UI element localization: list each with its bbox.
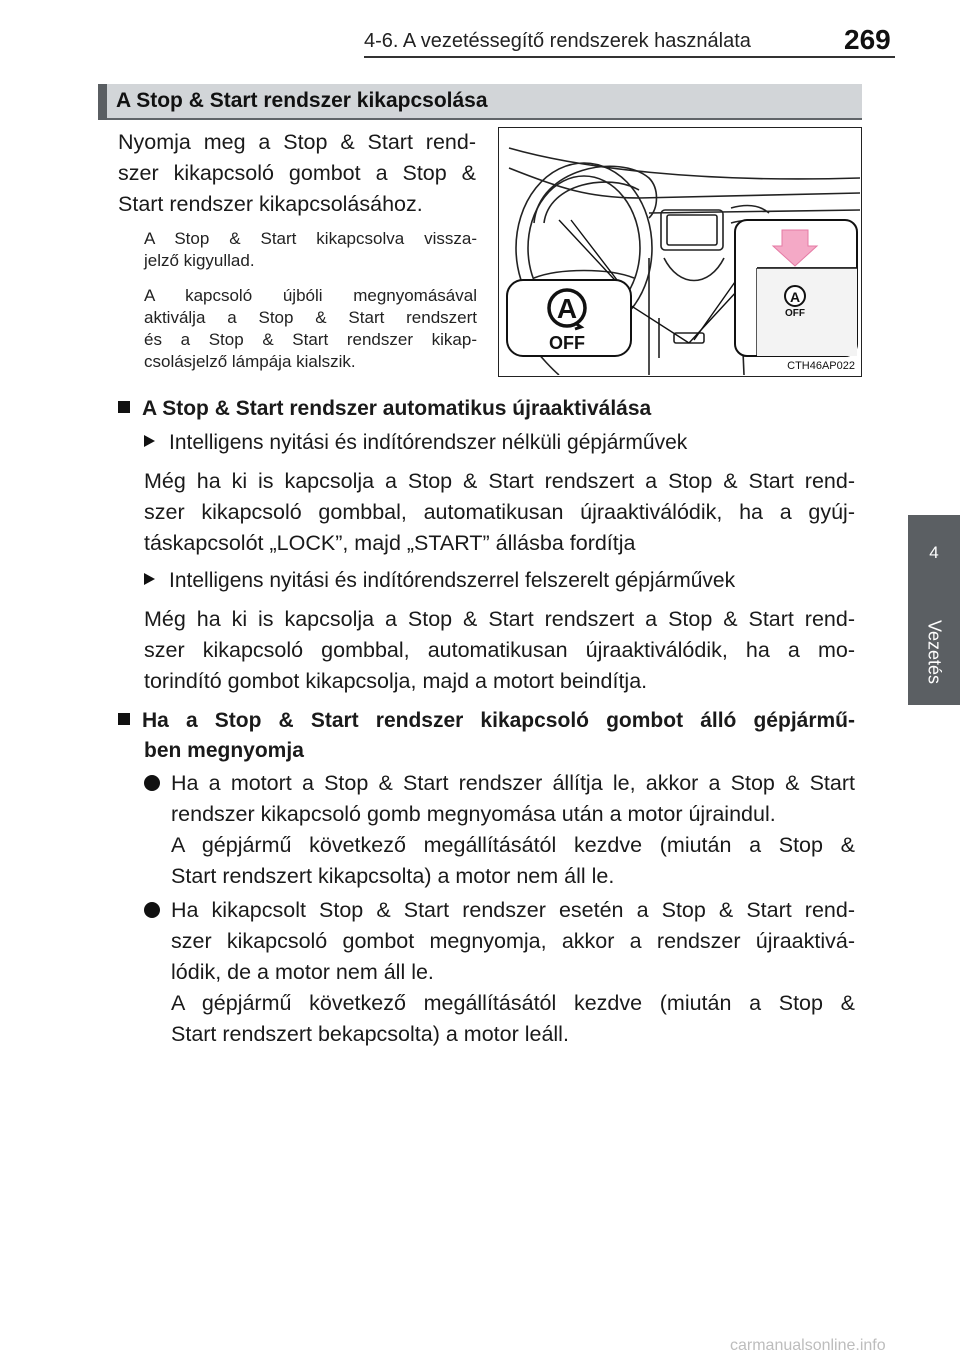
reactivation-heading: [118, 394, 858, 424]
bullet-system-off: [144, 895, 855, 1050]
para-line: szer kikapcsoló gombbal, automatikusan újraaktiválódik, ha a mo-: [144, 638, 855, 662]
square-bullet-icon: [118, 401, 130, 413]
round-bullet-icon: [144, 775, 160, 791]
chapter-side-label: [912, 612, 956, 692]
button-detail-callout: [735, 220, 857, 356]
para-line: táskapcsolót „LOCK”, majd „START” állásba fordítja: [144, 531, 636, 555]
note-line: A Stop & Start kikapcsolva vissza-: [144, 229, 477, 248]
watermark: carmanualsonline.info: [730, 1337, 886, 1354]
note-line: A kapcsoló újbóli megnyomásával: [144, 286, 477, 305]
small-button-letter: A: [789, 289, 801, 305]
subheading-text: Intelligens nyitási és indítórendszer nélküli gépjárművek: [169, 431, 688, 454]
intro-line: Nyomja meg a Stop & Start rend-: [118, 130, 476, 154]
subheading-text: Intelligens nyitási és indítórendszerrel felszerelt gépjárművek: [169, 569, 736, 592]
chapter-label-text: Vezetés: [924, 619, 945, 685]
intro-line: Start rendszer kikapcsolásához.: [118, 192, 423, 216]
chapter-title: 4-6. A vezetéssegítő rendszerek használata: [364, 30, 751, 52]
small-button-label: OFF: [785, 308, 805, 319]
chapter-number: 4: [929, 543, 939, 562]
square-bullet-icon: [118, 713, 130, 725]
section-title-bar: [98, 84, 862, 120]
note-line: és a Stop & Start rendszer kikap-: [144, 330, 477, 349]
bullet-engine-stopped: [144, 768, 855, 892]
para-line: Még ha ki is kapcsolja a Stop & Start rendszert a Stop & Start rend-: [144, 469, 855, 493]
subheading-without-smart-key: [144, 431, 687, 455]
para-line: szer kikapcsoló gombbal, automatikusan újraaktiválódik, ha a gyúj-: [144, 500, 855, 524]
big-button-callout: [507, 280, 631, 356]
bullet-line: Ha kikapcsolt Stop & Start rendszer esetén a Stop & Start rend-: [171, 898, 855, 922]
note-indicator-off: [144, 285, 477, 373]
note-line: aktiválja a Stop & Start rendszert: [144, 308, 477, 327]
bullet-line: szer kikapcsoló gombot megnyomja, akkor a rendszer újraaktivá-: [171, 929, 855, 953]
heading-line: Ha a Stop & Start rendszer kikapcsoló gombot álló gépjármű-: [118, 706, 855, 736]
page-number: 269: [844, 24, 891, 55]
intro-paragraph: [118, 127, 476, 220]
stationary-heading: [118, 706, 855, 766]
triangle-bullet-icon: [144, 573, 155, 585]
big-button-letter: A: [556, 293, 578, 324]
bullet-line: Ha a motort a Stop & Start rendszer állítja le, akkor a Stop & Start: [171, 771, 855, 795]
para-line: Még ha ki is kapcsolja a Stop & Start rendszert a Stop & Start rend-: [144, 607, 855, 631]
note-indicator-on: [144, 228, 477, 272]
header-rule: [364, 56, 895, 58]
big-button-label: OFF: [549, 333, 585, 353]
bullet-line: rendszer kikapcsoló gomb megnyomása után a motor újraindul.: [171, 802, 776, 826]
dashboard-figure: [498, 127, 862, 377]
subheading-with-smart-key: [144, 569, 735, 593]
paragraph-without-smart-key: [144, 466, 855, 559]
bullet-line: lódik, de a motor nem áll le.: [171, 960, 434, 984]
bullet-line: Start rendszert bekapcsolta) a motor leáll.: [171, 1022, 569, 1046]
figure-code: CTH46AP022: [787, 360, 855, 372]
triangle-bullet-icon: [144, 435, 155, 447]
bullet-line: A gépjármű következő megállításától kezdve (miután a Stop &: [171, 991, 855, 1015]
bullet-line: Start rendszert kikapcsolta) a motor nem áll le.: [171, 864, 615, 888]
note-line: csolásjelző lámpája kialszik.: [144, 352, 356, 371]
section-bar-accent: [98, 84, 107, 120]
bullet-line: A gépjármű következő megállításától kezdve (miután a Stop &: [171, 833, 855, 857]
round-bullet-icon: [144, 902, 160, 918]
para-line: torindító gombot kikapcsolja, majd a motort beindítja.: [144, 669, 648, 693]
paragraph-with-smart-key: [144, 604, 855, 697]
dashboard-illustration: [499, 128, 860, 375]
note-line: jelző kigyullad.: [144, 251, 255, 270]
heading-line: ben megnyomja: [144, 739, 304, 762]
intro-line: szer kikapcsoló gombot a Stop &: [118, 161, 476, 185]
reactivation-heading-text: A Stop & Start rendszer automatikus újraaktiválása: [142, 397, 652, 420]
section-title: A Stop & Start rendszer kikapcsolása: [116, 89, 488, 112]
